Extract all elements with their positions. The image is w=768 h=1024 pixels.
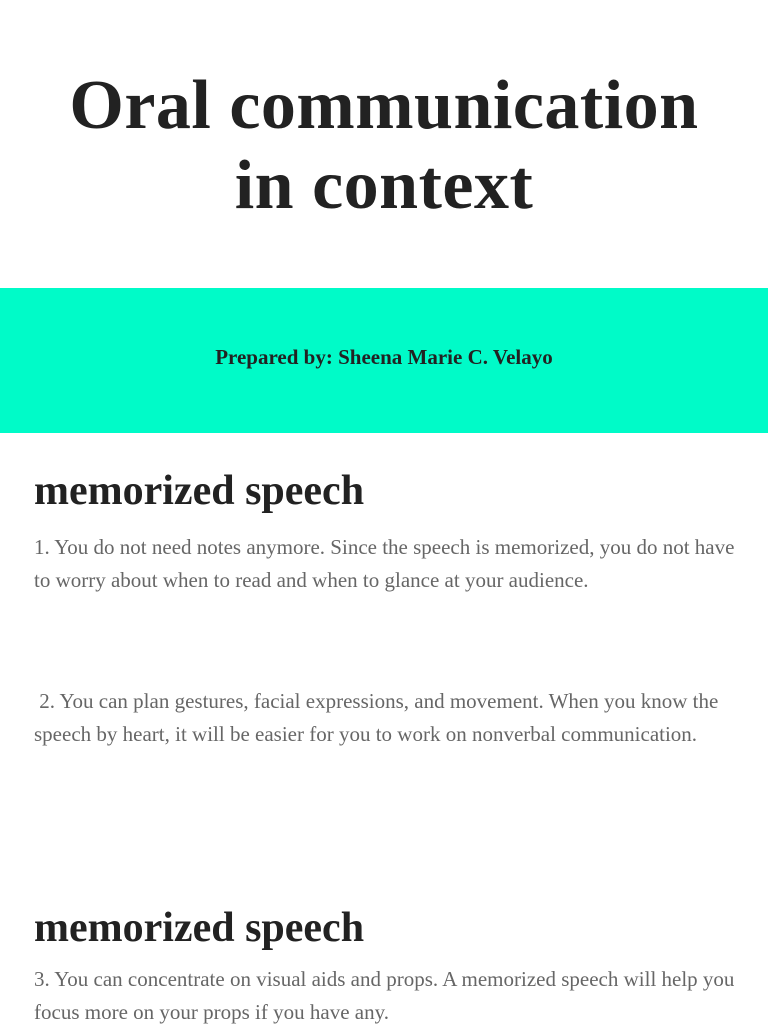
section-heading-1: memorized speech [34, 468, 365, 514]
section-2-paragraph-1: 3. You can concentrate on visual aids and props. A memorized speech will help you focus more on your props if you have any. [34, 967, 735, 1024]
section-1-paragraph-1: 1. You do not need notes anymore. Since the speech is memorized, you do not have to worry about when to read and when to glance at your audience. [34, 535, 735, 592]
title-line-1: Oral communication [69, 67, 699, 144]
title-line-2: in context [234, 147, 534, 224]
title-slide [0, 0, 768, 288]
author-credit: Prepared by: Sheena Marie C. Velayo [215, 345, 553, 369]
section-heading-2: memorized speech [34, 905, 365, 951]
section-1-paragraph-2: 2. You can plan gestures, facial expressions, and movement. When you know the speech by heart, it will be easier for you to work on nonverbal communication. [34, 689, 724, 746]
page-title [0, 66, 768, 226]
